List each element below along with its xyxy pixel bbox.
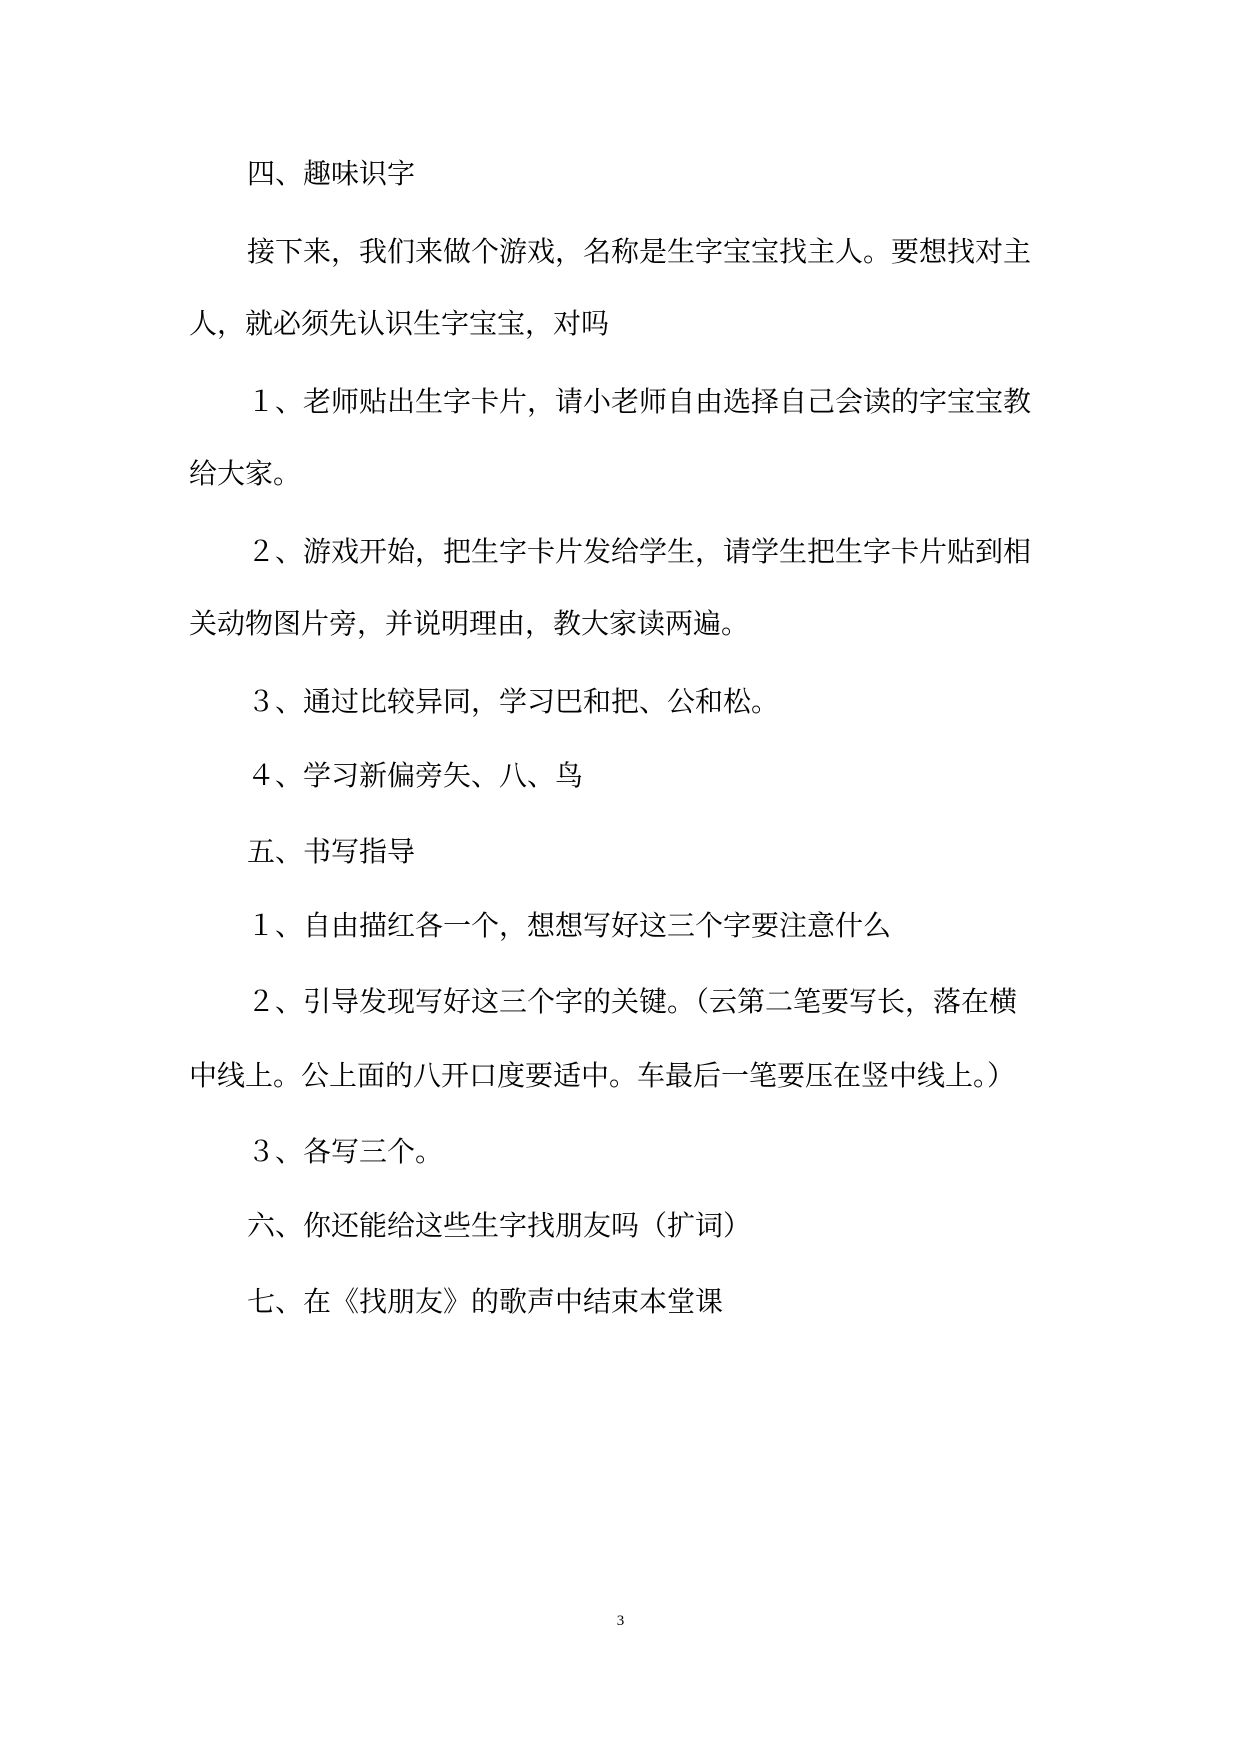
- paragraph-line: 人，就必须先认识生字宝宝，对吗: [189, 307, 610, 340]
- page-number: 3: [616, 1613, 625, 1629]
- list-item-line: １、老师贴出生字卡片，请小老师自由选择自己会读的字宝宝教: [247, 385, 1032, 418]
- list-item-line: ２、游戏开始，把生字卡片发给学生，请学生把生字卡片贴到相: [247, 535, 1032, 568]
- heading-section-5: 五、书写指导: [247, 835, 416, 868]
- paragraph-line: 中线上。公上面的八开口度要适中。车最后一笔要压在竖中线上。）: [189, 1059, 1016, 1092]
- paragraph-line: 给大家。: [189, 457, 302, 490]
- heading-section-6: 六、你还能给这些生字找朋友吗（扩词）: [247, 1209, 752, 1242]
- heading-section-4: 四、趣味识字: [247, 157, 416, 190]
- list-item-line: ３、各写三个。: [247, 1135, 444, 1168]
- list-item-line: １、自由描红各一个，想想写好这三个字要注意什么: [247, 909, 892, 942]
- paragraph-line: 接下来，我们来做个游戏，名称是生字宝宝找主人。要想找对主: [247, 235, 1032, 268]
- list-item-line: ４、学习新偏旁矢、八、鸟: [247, 759, 584, 792]
- heading-section-7: 七、在《找朋友》的歌声中结束本堂课: [247, 1285, 724, 1318]
- list-item-line: ３、通过比较异同，学习巴和把、公和松。: [247, 685, 780, 718]
- list-item-line: ２、引导发现写好这三个字的关键。（云第二笔要写长，落在横: [247, 985, 1018, 1018]
- paragraph-line: 关动物图片旁，并说明理由，教大家读两遍。: [189, 607, 750, 640]
